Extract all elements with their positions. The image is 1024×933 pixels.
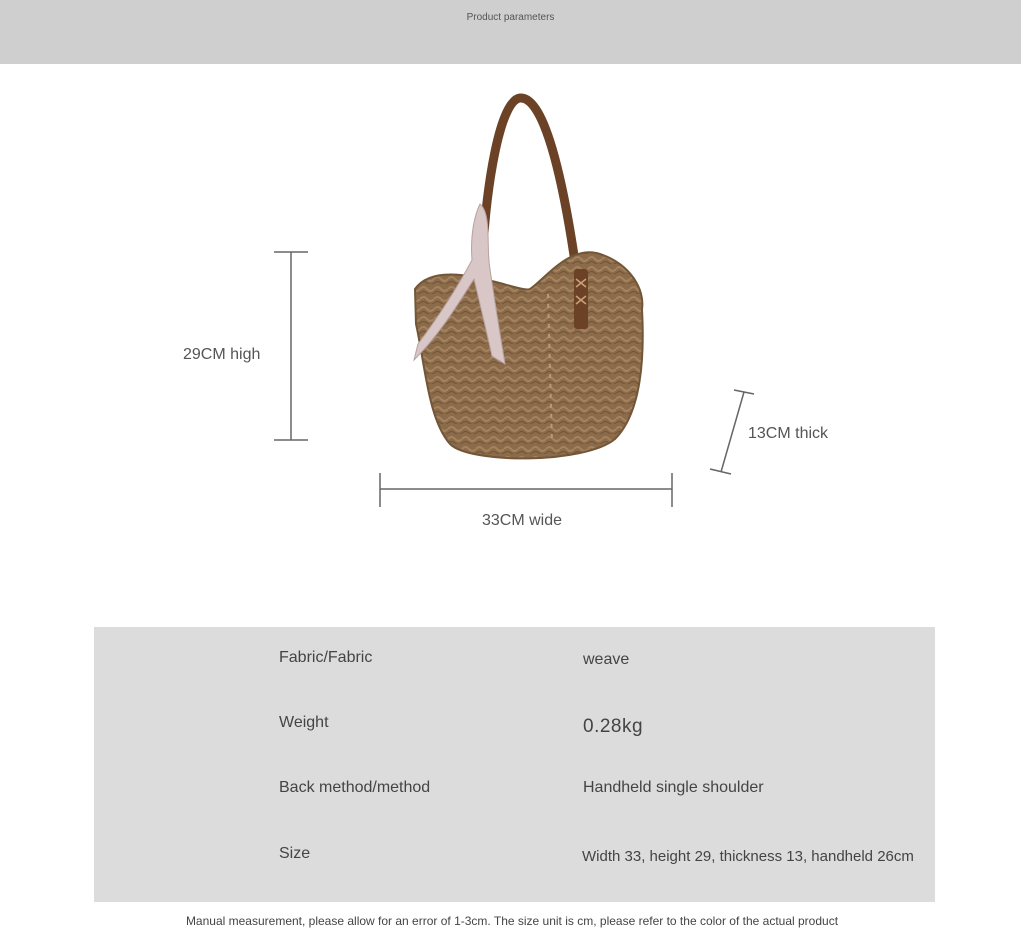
spec-key: Back method/method [279, 779, 431, 796]
spec-row-fabric [94, 649, 935, 689]
width-dimension-marker [380, 473, 672, 507]
spec-key: Size [279, 845, 311, 862]
page-title: Product parameters [466, 12, 555, 23]
spec-row-back-method [94, 779, 935, 819]
spec-row-weight [94, 714, 935, 754]
spec-table [94, 627, 935, 902]
product-illustration-area [0, 64, 1024, 624]
header-bar [0, 0, 1021, 64]
height-label: 29CM high [183, 346, 261, 363]
height-dimension-marker [274, 252, 308, 440]
product-diagram [0, 64, 1024, 624]
spec-value: Width 33, height 29, thickness 13, handheld 26cm [582, 848, 914, 865]
width-label: 33CM wide [482, 512, 563, 529]
spec-key: Weight [279, 714, 329, 731]
spec-value: Handheld single shoulder [583, 779, 764, 796]
spec-value: 0.28kg [583, 716, 644, 737]
spec-value: weave [583, 651, 630, 668]
spec-key: Fabric/Fabric [279, 649, 373, 666]
straw-bag-image [414, 98, 643, 458]
footnote: Manual measurement, please allow for an error of 1-3cm. The size unit is cm, please refer to the color of the actual product [185, 914, 839, 928]
thickness-label: 13CM thick [748, 425, 829, 442]
spec-row-size [94, 845, 935, 885]
